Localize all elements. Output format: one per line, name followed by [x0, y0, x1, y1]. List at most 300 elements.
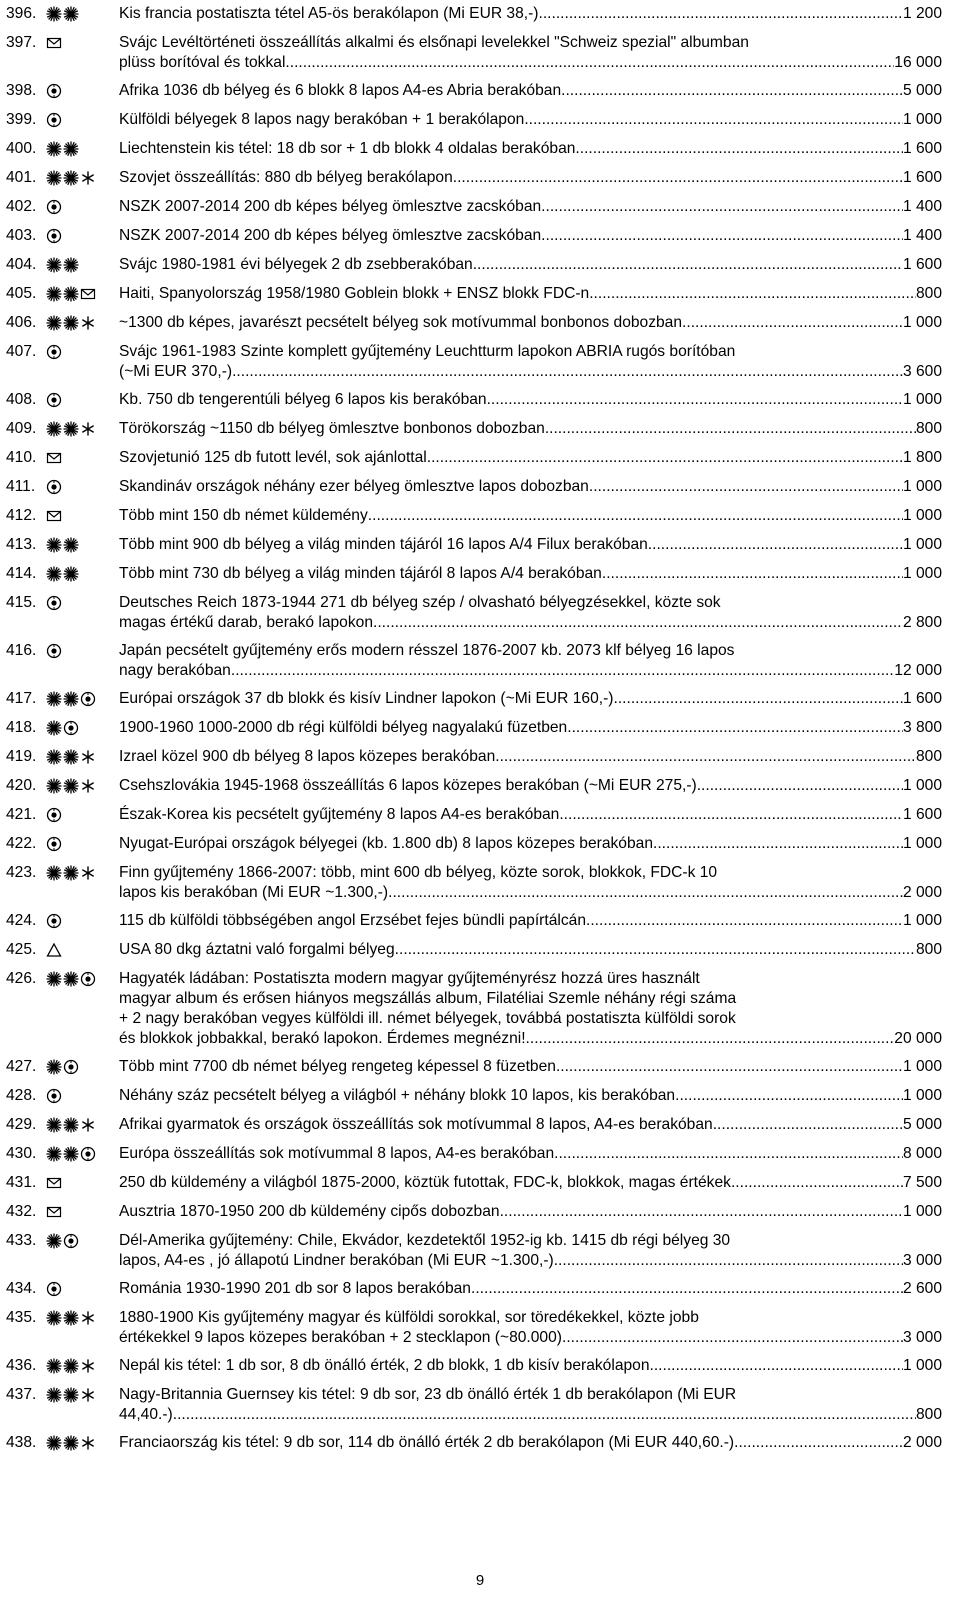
envelope-icon: [80, 286, 96, 302]
lot-description: [119, 1385, 942, 1425]
condition-icons: [46, 718, 119, 738]
description-line: [119, 313, 942, 333]
lot-row: [6, 502, 942, 531]
lot-number: 428.: [6, 1087, 37, 1104]
condition-icons: [46, 168, 119, 188]
dot-leader: [473, 255, 903, 275]
lot-price: 2 000: [902, 1434, 942, 1451]
dot-leader: [648, 535, 903, 555]
description-text: Románia 1930-1990 201 db sor 8 lapos berakóban: [119, 1280, 471, 1297]
lot-price: 1 600: [902, 169, 942, 186]
dot-leader: [614, 689, 903, 709]
starburst-icon: [46, 778, 62, 794]
dot-leader: [471, 1279, 903, 1299]
lot-number: 418.: [6, 719, 37, 736]
condition-icons: [46, 834, 119, 854]
starburst-icon: [46, 1435, 62, 1451]
condition-icons: [46, 940, 119, 960]
condition-icons: [46, 284, 119, 304]
lot-price: 3 800: [902, 719, 942, 736]
description-line: [119, 1356, 942, 1376]
lot-number: 433.: [6, 1232, 37, 1249]
condition-icons: [46, 1144, 119, 1164]
starburst-icon: [63, 286, 79, 302]
auction-lot-list: [6, 0, 942, 1458]
description-text: Japán pecsételt gyűjtemény erős modern résszel 1876-2007 kb. 2073 klf bélyeg 16 lapos: [119, 642, 735, 659]
dot-leader: [653, 834, 903, 854]
star-icon: [80, 749, 96, 765]
lot-price: 1 600: [902, 806, 942, 823]
condition-icons: [46, 1086, 119, 1106]
starburst-icon: [46, 421, 62, 437]
dot-leader: [589, 284, 916, 304]
description-text: Kis francia postatiszta tétel A5-ös berakólapon (Mi EUR 38,-): [119, 5, 539, 22]
lot-number: 412.: [6, 507, 37, 524]
description-text: Svájc 1980-1981 évi bélyegek 2 db zsebberakóban: [119, 256, 473, 273]
lot-number: 407.: [6, 343, 37, 360]
lot-price: 800: [915, 748, 942, 765]
condition-icons: [46, 255, 119, 275]
condition-icons: [46, 448, 119, 468]
condition-icons: [46, 911, 119, 931]
lot-row: [6, 135, 942, 164]
starburst-icon: [63, 566, 79, 582]
lot-price: 1 000: [902, 912, 942, 929]
description-line: [119, 1385, 942, 1405]
postmark-icon: [63, 1059, 79, 1075]
lot-description: [119, 1086, 942, 1106]
description-text: Szovjet összeállítás: 880 db bélyeg berakólapon: [119, 169, 453, 186]
dot-leader: [586, 911, 903, 931]
description-text: Észak-Korea kis pecsételt gyűjtemény 8 lapos A4-es berakóban: [119, 806, 560, 823]
lot-price: 1 000: [902, 507, 942, 524]
description-line: [119, 747, 942, 767]
condition-icons: [46, 33, 119, 53]
lot-number: 396.: [6, 5, 37, 22]
dot-leader: [541, 197, 903, 217]
lot-number: 423.: [6, 864, 37, 881]
description-text: nagy berakóban: [119, 662, 231, 679]
lot-number: 429.: [6, 1116, 37, 1133]
lot-price: 1 400: [902, 227, 942, 244]
star-icon: [80, 865, 96, 881]
dot-leader: [368, 506, 903, 526]
lot-number: 416.: [6, 642, 37, 659]
lot-row: [6, 714, 942, 743]
description-line: [119, 342, 942, 362]
lot-row: [6, 338, 942, 386]
description-text: Nyugat-Európai országok bélyegei (kb. 1.800 db) 8 lapos közepes berakóban: [119, 835, 653, 852]
starburst-icon: [63, 691, 79, 707]
description-line: [119, 1405, 942, 1425]
lot-description: [119, 1202, 942, 1222]
lot-number: 419.: [6, 748, 37, 765]
lot-description: [119, 1144, 942, 1164]
lot-number: 405.: [6, 285, 37, 302]
lot-number: 430.: [6, 1145, 37, 1162]
starburst-icon: [46, 1059, 62, 1075]
starburst-icon: [63, 537, 79, 553]
lot-row: [6, 1275, 942, 1304]
lot-description: [119, 689, 942, 709]
lot-price: 1 000: [902, 1058, 942, 1075]
envelope-icon: [46, 35, 62, 51]
starburst-icon: [63, 865, 79, 881]
description-line: [119, 390, 942, 410]
star-icon: [80, 1310, 96, 1326]
description-line: [119, 1029, 942, 1049]
starburst-icon: [46, 1310, 62, 1326]
dot-leader: [373, 613, 903, 633]
starburst-icon: [46, 749, 62, 765]
postmark-icon: [80, 1146, 96, 1162]
star-icon: [80, 170, 96, 186]
description-line: [119, 1144, 942, 1164]
starburst-icon: [63, 749, 79, 765]
lot-price: 1 400: [902, 198, 942, 215]
postmark-icon: [46, 83, 62, 99]
lot-row: [6, 473, 942, 502]
lot-price: 5 000: [902, 1116, 942, 1133]
description-text: 44,40.-): [119, 1406, 173, 1423]
lot-number: 432.: [6, 1203, 37, 1220]
lot-number: 411.: [6, 478, 36, 495]
lot-row: [6, 772, 942, 801]
lot-row: [6, 222, 942, 251]
lot-row: [6, 1082, 942, 1111]
lot-description: [119, 4, 942, 24]
dot-leader: [388, 883, 903, 903]
lot-number: 427.: [6, 1058, 37, 1075]
lot-row: [6, 830, 942, 859]
lot-number: 410.: [6, 449, 37, 466]
description-text: + 2 nagy berakóban vegyes külföldi ill. német bélyegek, továbbá postatiszta külföldi sorok: [119, 1010, 736, 1027]
dot-leader: [713, 1115, 903, 1135]
description-line: [119, 197, 942, 217]
lot-row: [6, 1140, 942, 1169]
lot-price: 800: [915, 420, 942, 437]
envelope-icon: [46, 450, 62, 466]
dot-leader: [541, 226, 903, 246]
dot-leader: [487, 390, 903, 410]
envelope-icon: [46, 1175, 62, 1191]
condition-icons: [46, 776, 119, 796]
lot-row: [6, 859, 942, 907]
description-line: [119, 718, 942, 738]
lot-number: 413.: [6, 536, 37, 553]
description-text: Dél-Amerika gyűjtemény: Chile, Ekvádor, kezdetektől 1952-ig kb. 1415 db régi bélyeg 30: [119, 1232, 731, 1249]
dot-leader: [231, 661, 894, 681]
description-line: [119, 911, 942, 931]
condition-icons: [46, 81, 119, 101]
lot-description: [119, 226, 942, 246]
lot-number: 421.: [6, 806, 37, 823]
lot-price: 2 800: [902, 614, 942, 631]
lot-number: 424.: [6, 912, 37, 929]
lot-price: 3 000: [902, 1252, 942, 1269]
lot-number: 414.: [6, 565, 37, 582]
description-text: Liechtenstein kis tétel: 18 db sor + 1 db blokk 4 oldalas berakóban: [119, 140, 576, 157]
description-line: [119, 226, 942, 246]
dot-leader: [731, 1173, 903, 1193]
postmark-icon: [46, 913, 62, 929]
description-line: [119, 1009, 942, 1029]
lot-row: [6, 1053, 942, 1082]
description-text: Ausztria 1870-1950 200 db küldemény cipős dobozban: [119, 1203, 500, 1220]
dot-leader: [697, 776, 903, 796]
description-line: [119, 613, 942, 633]
starburst-icon: [63, 1358, 79, 1374]
condition-icons: [46, 1385, 119, 1405]
lot-row: [6, 0, 942, 29]
dot-leader: [589, 477, 903, 497]
lot-price: 3 000: [902, 1329, 942, 1346]
lot-description: [119, 1115, 942, 1135]
lot-description: [119, 313, 942, 333]
postmark-icon: [63, 720, 79, 736]
lot-description: [119, 33, 942, 73]
lot-description: [119, 1356, 942, 1376]
starburst-icon: [46, 537, 62, 553]
postmark-icon: [46, 1088, 62, 1104]
lot-description: [119, 805, 942, 825]
lot-description: [119, 110, 942, 130]
lot-number: 438.: [6, 1434, 37, 1451]
dot-leader: [526, 1029, 895, 1049]
lot-number: 415.: [6, 594, 37, 611]
lot-price: 800: [915, 1406, 942, 1423]
lot-description: [119, 390, 942, 410]
lot-price: 1 200: [902, 5, 942, 22]
star-icon: [80, 1358, 96, 1374]
dot-leader: [232, 362, 903, 382]
description-text: NSZK 2007-2014 200 db képes bélyeg ömlesztve zacskóban: [119, 198, 542, 215]
lot-description: [119, 593, 942, 633]
lot-price: 1 000: [902, 478, 942, 495]
lot-row: [6, 1352, 942, 1381]
star-icon: [80, 1435, 96, 1451]
lot-number: 417.: [6, 690, 37, 707]
lot-number: 425.: [6, 941, 37, 958]
postmark-icon: [63, 1233, 79, 1249]
lot-row: [6, 1198, 942, 1227]
lot-description: [119, 747, 942, 767]
lot-description: [119, 834, 942, 854]
lot-row: [6, 251, 942, 280]
starburst-icon: [46, 720, 62, 736]
lot-row: [6, 444, 942, 473]
description-line: [119, 989, 942, 1009]
description-line: [119, 969, 942, 989]
lot-price: 1 000: [902, 1087, 942, 1104]
description-line: [119, 1115, 942, 1135]
lot-price: 2 600: [902, 1280, 942, 1297]
lot-row: [6, 1169, 942, 1198]
lot-number: 408.: [6, 391, 37, 408]
description-line: [119, 1231, 942, 1251]
starburst-icon: [46, 315, 62, 331]
lot-number: 426.: [6, 970, 37, 987]
lot-row: [6, 415, 942, 444]
condition-icons: [46, 226, 119, 246]
starburst-icon: [63, 421, 79, 437]
lot-number: 397.: [6, 34, 37, 51]
starburst-icon: [63, 1387, 79, 1403]
description-line: [119, 1308, 942, 1328]
lot-row: [6, 1304, 942, 1352]
description-text: ~1300 db képes, javarészt pecsételt bélyeg sok motívummal bonbonos dobozban: [119, 314, 683, 331]
dot-leader: [395, 940, 916, 960]
description-text: Afrika 1036 db bélyeg és 6 blokk 8 lapos A4-es Abria berakóban: [119, 82, 562, 99]
starburst-icon: [46, 1117, 62, 1133]
lot-description: [119, 448, 942, 468]
lot-description: [119, 969, 942, 1049]
description-line: [119, 168, 942, 188]
starburst-icon: [46, 1146, 62, 1162]
condition-icons: [46, 313, 119, 333]
lot-price: 1 000: [902, 111, 942, 128]
lot-price: 3 600: [902, 363, 942, 380]
lot-number: 406.: [6, 314, 37, 331]
description-line: [119, 477, 942, 497]
star-icon: [80, 315, 96, 331]
condition-icons: [46, 1231, 119, 1251]
lot-price: 1 000: [902, 391, 942, 408]
description-line: [119, 593, 942, 613]
lot-description: [119, 1231, 942, 1271]
dot-leader: [495, 747, 916, 767]
condition-icons: [46, 1279, 119, 1299]
condition-icons: [46, 477, 119, 497]
lot-price: 1 000: [902, 777, 942, 794]
lot-description: [119, 911, 942, 931]
lot-row: [6, 386, 942, 415]
starburst-icon: [46, 170, 62, 186]
postmark-icon: [46, 344, 62, 360]
star-icon: [80, 421, 96, 437]
lot-number: 431.: [6, 1174, 37, 1191]
condition-icons: [46, 1115, 119, 1135]
lot-row: [6, 106, 942, 135]
lot-description: [119, 940, 942, 960]
triangle-icon: [46, 942, 62, 958]
page-number: 9: [475, 1572, 485, 1589]
lot-description: [119, 81, 942, 101]
starburst-icon: [46, 1387, 62, 1403]
description-text: 1880-1900 Kis gyűjtemény magyar és külföldi sorokkal, sor töredékekkel, közte jobb: [119, 1309, 699, 1326]
postmark-icon: [80, 691, 96, 707]
envelope-icon: [46, 1204, 62, 1220]
condition-icons: [46, 1202, 119, 1222]
lot-number: 434.: [6, 1280, 37, 1297]
description-text: Nepál kis tétel: 1 db sor, 8 db önálló érték, 2 db blokk, 1 db kisív berakólapon: [119, 1357, 650, 1374]
description-line: [119, 419, 942, 439]
condition-icons: [46, 1308, 119, 1328]
dot-leader: [675, 1086, 903, 1106]
description-text: 1900-1960 1000-2000 db régi külföldi bélyeg nagyalakú füzetben: [119, 719, 568, 736]
description-text: NSZK 2007-2014 200 db képes bélyeg ömlesztve zacskóban: [119, 227, 542, 244]
lot-description: [119, 255, 942, 275]
description-line: [119, 641, 942, 661]
lot-number: 437.: [6, 1386, 37, 1403]
condition-icons: [46, 1057, 119, 1077]
description-line: [119, 4, 942, 24]
description-line: [119, 1279, 942, 1299]
star-icon: [80, 1117, 96, 1133]
lot-description: [119, 1279, 942, 1299]
description-text: Több mint 150 db német küldemény: [119, 507, 368, 524]
description-line: [119, 1173, 942, 1193]
star-icon: [80, 778, 96, 794]
lot-number: 422.: [6, 835, 37, 852]
lot-price: 800: [915, 941, 942, 958]
description-text: Törökország ~1150 db bélyeg ömlesztve bonbonos dobozban: [119, 420, 545, 437]
lot-row: [6, 1227, 942, 1275]
description-text: Finn gyűjtemény 1866-2007: több, mint 600 db bélyeg, közte sorok, blokkok, FDC-k 10: [119, 864, 718, 881]
description-line: [119, 139, 942, 159]
lot-number: 420.: [6, 777, 37, 794]
lot-row: [6, 77, 942, 106]
description-line: [119, 506, 942, 526]
postmark-icon: [46, 392, 62, 408]
description-line: [119, 255, 942, 275]
lot-description: [119, 1433, 942, 1453]
description-line: [119, 863, 942, 883]
lot-number: 398.: [6, 82, 37, 99]
dot-leader: [556, 1057, 903, 1077]
lot-price: 800: [915, 285, 942, 302]
lot-row: [6, 589, 942, 637]
dot-leader: [575, 139, 903, 159]
condition-icons: [46, 805, 119, 825]
lot-price: 1 000: [902, 565, 942, 582]
starburst-icon: [63, 315, 79, 331]
description-text: 250 db küldemény a világból 1875-2000, köztük futottak, FDC-k, blokkok, magas értékek: [119, 1174, 731, 1191]
lot-price: 1 000: [902, 1357, 942, 1374]
description-text: Haiti, Spanyolország 1958/1980 Goblein blokk + ENSZ blokk FDC-n: [119, 285, 590, 302]
lot-description: [119, 718, 942, 738]
description-text: Külföldi bélyegek 8 lapos nagy berakóban + 1 berakólapon: [119, 111, 525, 128]
lot-number: 402.: [6, 198, 37, 215]
lot-description: [119, 477, 942, 497]
condition-icons: [46, 506, 119, 526]
description-line: [119, 535, 942, 555]
lot-row: [6, 309, 942, 338]
lot-description: [119, 1057, 942, 1077]
dot-leader: [554, 1144, 903, 1164]
dot-leader: [650, 1356, 903, 1376]
dot-leader: [602, 564, 903, 584]
lot-description: [119, 564, 942, 584]
starburst-icon: [46, 6, 62, 22]
starburst-icon: [63, 141, 79, 157]
postmark-icon: [46, 228, 62, 244]
condition-icons: [46, 419, 119, 439]
condition-icons: [46, 641, 119, 661]
lot-row: [6, 685, 942, 714]
starburst-icon: [46, 691, 62, 707]
condition-icons: [46, 197, 119, 217]
description-line: [119, 1328, 942, 1348]
description-text: Csehszlovákia 1945-1968 összeállítás 6 lapos közepes berakóban (~Mi EUR 275,-): [119, 777, 697, 794]
postmark-icon: [46, 807, 62, 823]
description-text: Több mint 900 db bélyeg a világ minden tájáról 16 lapos A/4 Filux berakóban: [119, 536, 648, 553]
starburst-icon: [46, 566, 62, 582]
dot-leader: [285, 53, 894, 73]
lot-description: [119, 342, 942, 382]
starburst-icon: [63, 6, 79, 22]
postmark-icon: [46, 479, 62, 495]
